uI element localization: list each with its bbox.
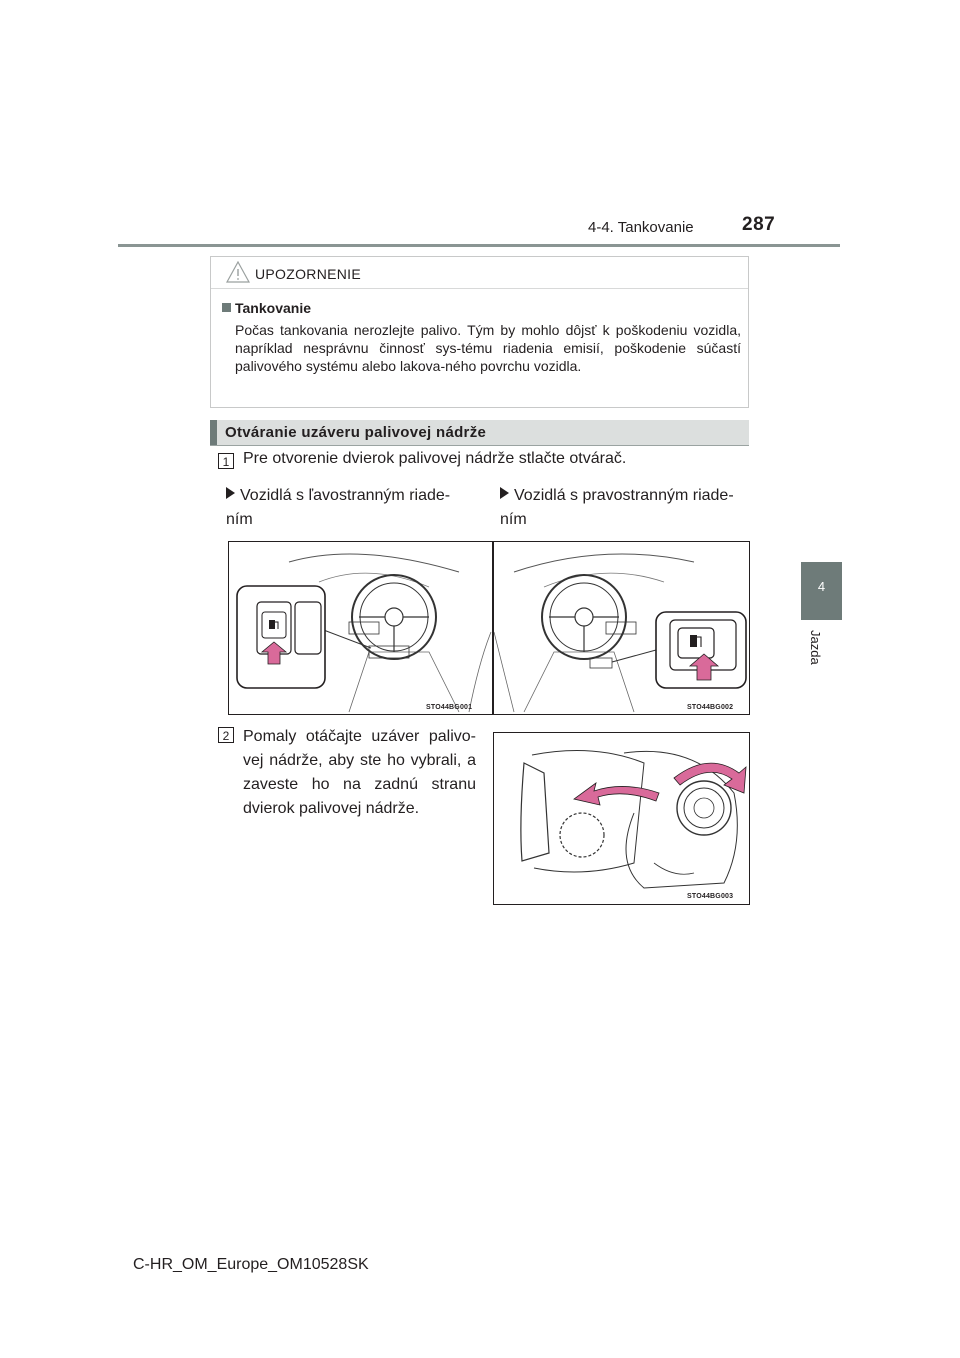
page-number: 287 bbox=[742, 214, 776, 235]
chapter-tab[interactable]: 4 bbox=[801, 562, 842, 620]
image-code: STO44BG002 bbox=[687, 704, 734, 711]
warning-title: UPOZORNENIE bbox=[255, 266, 361, 282]
bullet-triangle-icon bbox=[500, 487, 509, 499]
section-header: 4-4. Tankovanie bbox=[588, 219, 694, 236]
warning-subtitle: Tankovanie bbox=[235, 300, 311, 316]
footer-doc-id: C-HR_OM_Europe_OM10528SK bbox=[133, 1256, 369, 1273]
warning-text: Počas tankovania nerozlejte palivo. Tým by mohlo dôjsť k poškodeniu vozidla, napríklad nesprávnu činnosť sys-tému riadenia emisií, poškodenie súčastí palivového systému alebo lakova-ného povrchu vozidla. bbox=[235, 322, 741, 374]
lhd-label: Vozidlá s ľavostranným riade-ním bbox=[226, 487, 451, 528]
header-divider bbox=[118, 244, 840, 247]
warning-header bbox=[211, 257, 748, 289]
subtitle-marker bbox=[222, 303, 231, 312]
step-2-number: 2 bbox=[218, 727, 234, 743]
section-title: Otváranie uzáveru palivovej nádrže bbox=[225, 424, 487, 441]
chapter-tab-label: Jazda bbox=[808, 630, 823, 665]
section-title-bar bbox=[210, 420, 749, 446]
rhd-dashboard-illustration bbox=[493, 541, 750, 715]
step-2-text: Pomaly otáčajte uzáver palivo-vej nádrže, aby ste ho vybrali, a zaveste ho na zadnú stranu dvierok palivovej nádrže. bbox=[243, 728, 476, 817]
step-1-number: 1 bbox=[218, 453, 234, 469]
warning-box bbox=[210, 256, 749, 408]
bullet-triangle-icon bbox=[226, 487, 235, 499]
image-code: STO44BG001 bbox=[426, 704, 473, 711]
step-1-text: Pre otvorenie dvierok palivovej nádrže stlačte otvárač. bbox=[243, 450, 627, 467]
fuel-cap-illustration bbox=[493, 732, 750, 905]
lhd-dashboard-illustration bbox=[228, 541, 493, 715]
image-code: STO44BG003 bbox=[687, 893, 734, 900]
rhd-label: Vozidlá s pravostranným riade-ním bbox=[500, 487, 734, 528]
warning-triangle-icon bbox=[226, 261, 250, 288]
section-stripe bbox=[210, 420, 217, 445]
